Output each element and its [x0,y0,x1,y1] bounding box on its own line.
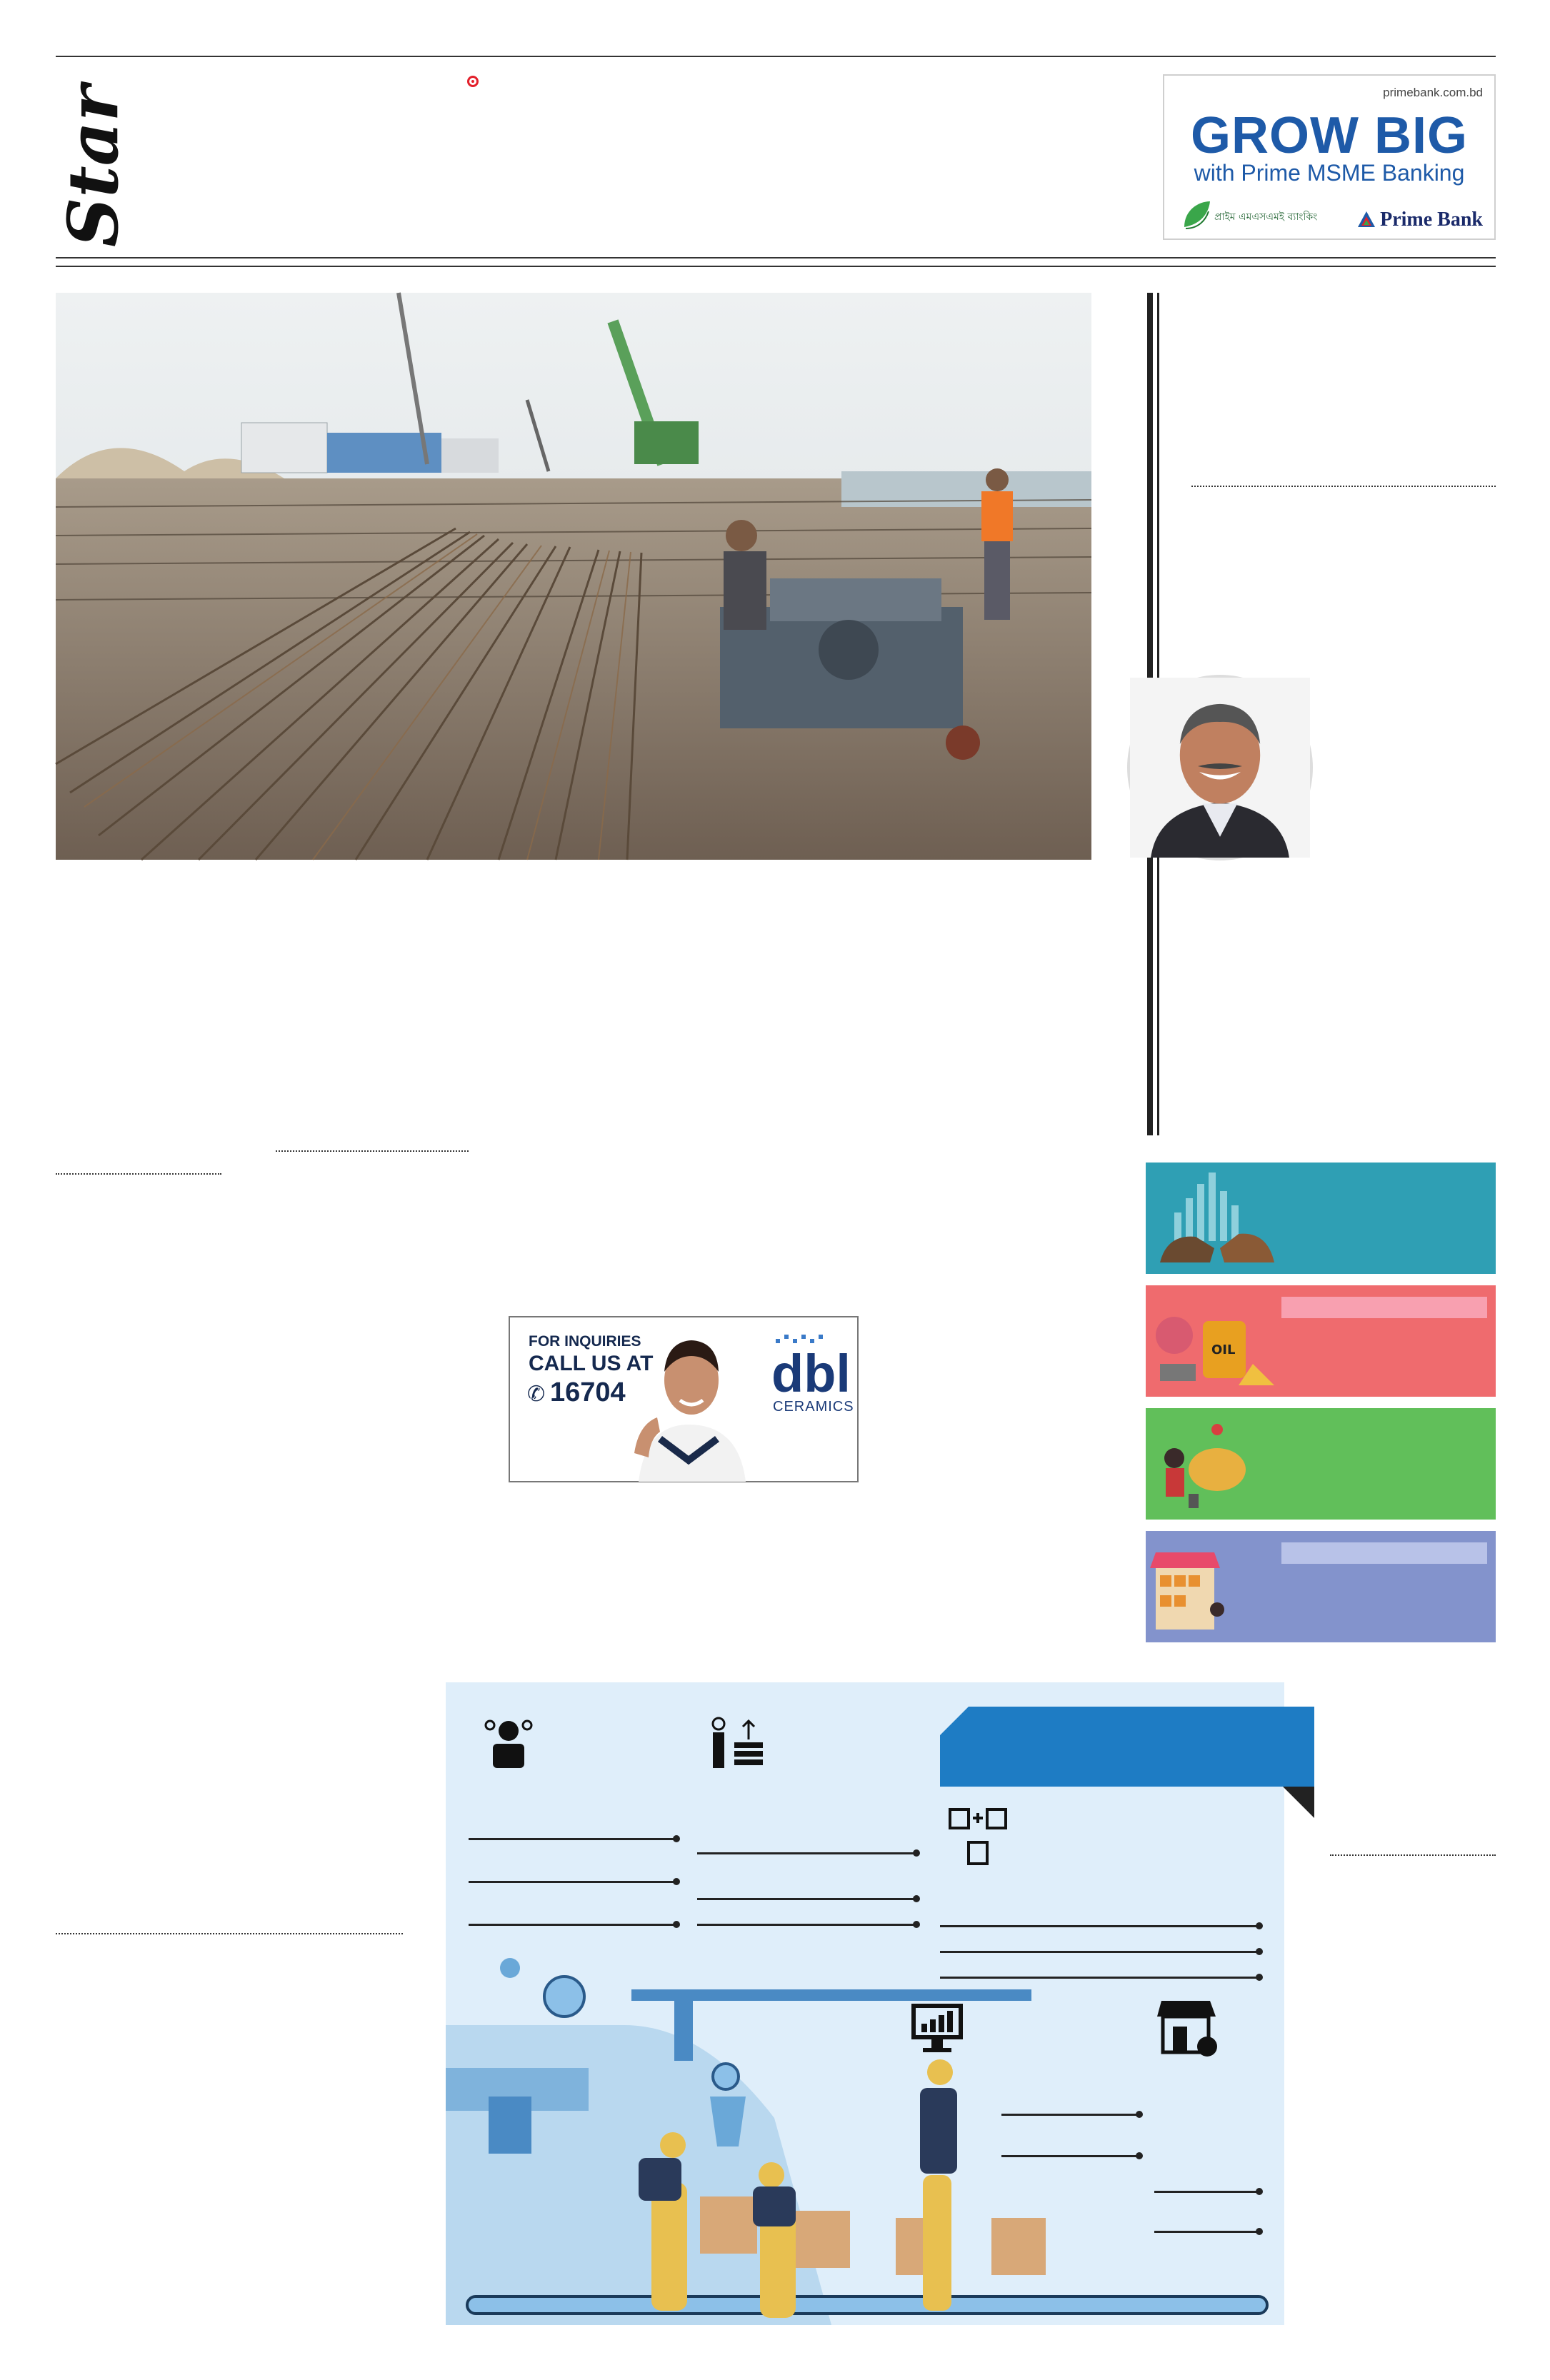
section-tile-business[interactable] [1146,1408,1496,1520]
prime-bank-label: Prime Bank [1380,209,1483,231]
portrait-avatar-icon [1130,678,1310,858]
divider-rule [56,1933,403,1934]
dbl-logo-sub: CERAMICS [773,1399,854,1415]
worker-skills-icon [480,1714,537,1771]
prime-bank-name [1357,209,1483,231]
masthead-bottom-rule-2 [56,266,1496,267]
msme-tag: প্রাইম এমএসএমই ব্যাংকিং [1214,211,1318,223]
ad-dbl-ceramics[interactable] [509,1316,859,1482]
ad-prime-bank[interactable] [1163,74,1496,240]
info-line [697,1852,917,1854]
info-line [469,1924,677,1926]
info-line [697,1924,917,1926]
prime-bank-logo-icon [1357,211,1376,228]
info-line [940,1925,1260,1927]
phone-icon: ✆ [527,1382,546,1406]
star-logo[interactable] [51,85,137,250]
columnist-portrait [1127,675,1313,860]
commodities-oil-gold-icon [1146,1285,1289,1397]
divider-rule [56,1173,221,1175]
ad-model-photo [617,1317,760,1482]
ad-dbl-line2: CALL US AT [529,1352,654,1375]
ad-url: primebank.com.bd [1383,86,1483,99]
infographic-banner [940,1707,1314,1787]
info-line [469,1881,677,1883]
info-line [697,1898,917,1900]
supply-chain-boxes-icon [946,1805,1010,1869]
star-logo-text: Star [53,85,134,247]
section-tile-commodities[interactable] [1146,1285,1496,1397]
divider-rule [1330,1854,1496,1856]
stock-market-bull-bear-icon [1146,1163,1289,1274]
top-rule [56,56,1496,57]
red-dot-icon [467,76,479,87]
dbl-logo: dbl [771,1344,851,1403]
section-tile-stock[interactable] [1146,1163,1496,1274]
info-line [469,1838,677,1840]
ad-dbl-line1: FOR INQUIRIES [529,1333,641,1350]
section-tile-retail[interactable] [1146,1531,1496,1642]
svg-text:OIL: OIL [1211,1342,1236,1357]
ad-subline: with Prime MSME Banking [1194,160,1465,186]
divider-rule [1191,486,1496,487]
tile-label-bar [1281,1297,1487,1318]
growth-investment-icon [706,1714,770,1771]
masthead-bottom-rule [56,257,1496,258]
lead-photo [56,293,1091,860]
tile-label-bar [1281,1542,1487,1564]
business-meeting-icon [1146,1408,1289,1520]
divider-rule [276,1150,469,1152]
retail-shop-icon [1146,1531,1289,1642]
ad-dbl-number: 16704 [550,1377,626,1407]
ad-headline: GROW BIG [1191,107,1468,164]
factory-workers-illustration [446,1939,1284,2325]
banner-fold [1283,1787,1314,1818]
msme-leaf-icon [1177,196,1318,236]
